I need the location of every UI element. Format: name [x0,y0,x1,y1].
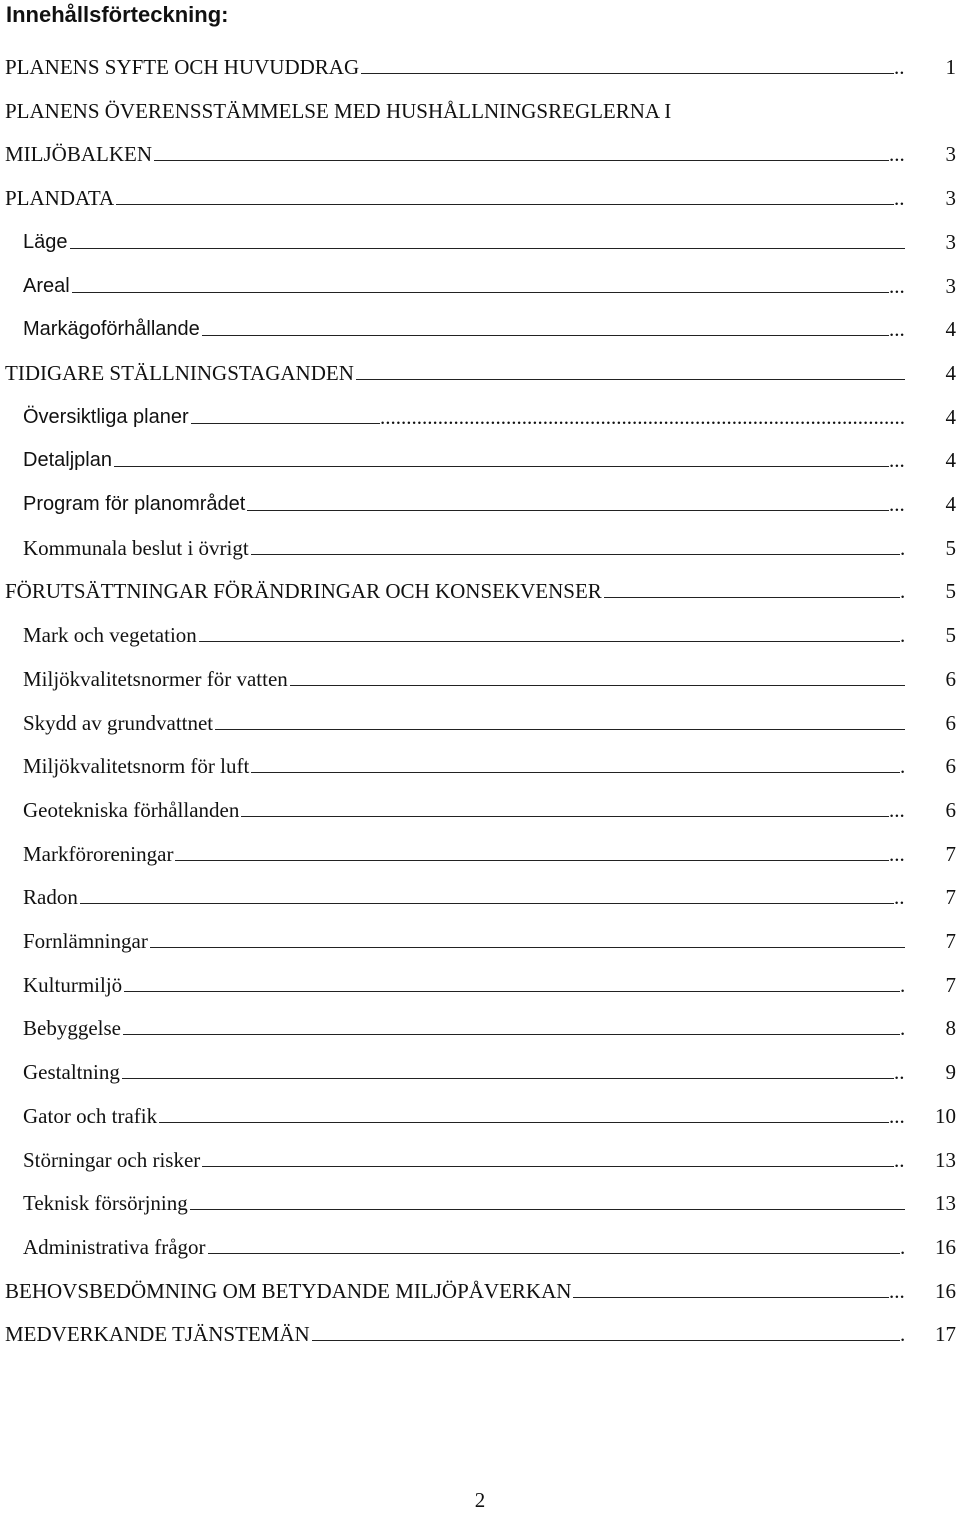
toc-entry-leader: . [900,579,906,604]
toc-leader-line [356,379,905,380]
toc-entry[interactable] [0,926,960,956]
toc-entry-label: Markföroreningar [23,841,174,866]
toc-entry-leader: . [900,754,906,779]
toc-leader-line [70,248,905,249]
toc-entry-leader: ... [889,797,905,822]
toc-entry-label: Gestaltning [23,1060,120,1085]
toc-entry[interactable] [0,227,960,257]
toc-entry-label: Areal [23,274,70,297]
toc-entry-label: PLANENS ÖVERENSSTÄMMELSE MED HUSHÅLLNINGSREGLERNA I [5,98,672,123]
toc-entry-page: 7 [945,972,956,997]
toc-entry[interactable] [0,402,960,432]
toc-entry-page: 3 [945,186,956,211]
toc-leader-line [191,423,380,424]
toc-entry-page: 4 [945,360,956,385]
toc-entry-label: Översiktliga planer [23,405,189,428]
toc-entry-label: Mark och vegetation [23,623,197,648]
toc-entry-leader: . [900,623,906,648]
toc-entry-label: BEHOVSBEDÖMNING OM BETYDANDE MILJÖPÅVERKAN [5,1278,572,1303]
toc-leader-line [251,554,900,555]
toc-entry-leader: .. [894,1147,905,1172]
toc-entry[interactable] [0,1319,960,1349]
toc-entry[interactable] [0,489,960,519]
toc-leader-line [247,510,889,511]
toc-entry-leader: . [900,1234,906,1259]
toc-entry-page: 7 [945,841,956,866]
toc-entry-label: PLANDATA [5,186,115,211]
toc-entry[interactable] [0,970,960,1000]
toc-entry-leader: ... [889,492,905,516]
toc-entry[interactable] [0,271,960,301]
toc-leader-line [154,160,889,161]
toc-entry[interactable] [0,1232,960,1262]
toc-entry-leader: ... [889,448,905,473]
toc-entry-page: 13 [935,1147,956,1172]
toc-entry-label: Kommunala beslut i övrigt [23,535,249,560]
toc-entry-leader: ... [889,841,905,866]
toc-entry-leader: .. [894,1060,905,1085]
toc-entry-page: 4 [945,317,956,342]
toc-leader-line [124,991,900,992]
toc-entry-label: TIDIGARE STÄLLNINGSTAGANDEN [5,360,354,385]
toc-leader-line [361,73,894,74]
toc-entry-label: MEDVERKANDE TJÄNSTEMÄN [5,1322,310,1347]
toc-entry[interactable] [0,1013,960,1043]
toc-leader-line [190,1209,905,1210]
toc-entry-page: 1 [945,55,956,79]
toc-entry[interactable] [0,751,960,781]
toc-entry[interactable] [0,52,960,82]
toc-leader-line [122,1078,894,1079]
toc-entry[interactable] [0,839,960,869]
toc-entry-label: Läge [23,230,68,253]
toc-entry-label: Bebyggelse [23,1016,121,1041]
toc-leader-line [290,685,905,686]
toc-entry-page: 16 [935,1278,956,1303]
toc-entry-label: Miljökvalitetsnorm för luft [23,754,250,779]
toc-entry-page: 4 [945,492,956,516]
toc-entry-leader: ... [889,317,905,342]
toc-entry-leader: . [900,1322,906,1347]
toc-entry-leader: ... [889,273,905,298]
toc-entry-page: 3 [945,229,956,254]
toc-leader-line [573,1297,889,1298]
toc-entry-label: Teknisk försörjning [23,1191,188,1216]
toc-entry-leader: .................................................................................................... [380,404,905,429]
toc-leader-line [241,816,889,817]
toc-entry-label: FÖRUTSÄTTNINGAR FÖRÄNDRINGAR OCH KONSEKVENSER [5,579,602,604]
toc-entry[interactable] [0,882,960,912]
toc-entry[interactable] [0,533,960,563]
toc-entry[interactable] [0,795,960,825]
toc-entry[interactable] [0,1188,960,1218]
toc-entry-label: Skydd av grundvattnet [23,710,214,735]
toc-entry-page: 4 [945,448,956,473]
toc-entry-label: PLANENS SYFTE OCH HUVUDDRAG [5,55,360,79]
toc-entry-page: 16 [935,1234,956,1259]
toc-entry-page: 7 [945,885,956,910]
toc-entry-page: 6 [945,710,956,735]
toc-entry-page: 9 [945,1060,956,1085]
toc-entry-label: Geotekniska förhållanden [23,797,240,822]
toc-entry-leader: ... [889,142,905,167]
toc-entry-leader: . [900,972,906,997]
toc-leader-line [202,1166,894,1167]
toc-entry[interactable] [0,314,960,344]
toc-entry[interactable] [0,445,960,475]
toc-entry[interactable] [0,1057,960,1087]
toc-entry[interactable] [0,576,960,606]
toc-entry-page: 10 [935,1103,956,1128]
page-number: 2 [474,1488,486,1512]
toc-leader-line [199,641,900,642]
toc-entry-leader: ... [889,1278,905,1303]
toc-leader-line [251,772,900,773]
toc-entry-label: Markägoförhållande [23,318,200,341]
toc-entry-label: Program för planområdet [23,493,246,515]
toc-heading: Innehållsförteckning: [6,2,229,27]
toc-leader-line [215,729,905,730]
toc-entry[interactable] [0,664,960,694]
toc-entry[interactable] [0,139,960,169]
toc-entry-page: 5 [945,579,956,604]
toc-entry-page: 7 [945,929,956,953]
toc-entry[interactable] [0,1276,960,1306]
toc-entry[interactable] [0,620,960,650]
toc-entry-page: 3 [945,273,956,298]
toc-entry-page: 5 [945,535,956,560]
toc-entry[interactable] [0,1145,960,1175]
toc-entry-page: 17 [935,1322,956,1347]
toc-leader-line [116,204,894,205]
toc-entry-leader: . [900,535,906,560]
toc-entry-label: Gator och trafik [23,1103,158,1128]
toc-entry-label: Störningar och risker [23,1147,201,1172]
toc-entry-leader: .. [894,885,905,910]
toc-entry-label: Miljökvalitetsnormer för vatten [23,666,288,691]
toc-entry[interactable] [0,183,960,213]
toc-entry-page: 5 [945,623,956,648]
toc-entry-leader: ... [889,1103,905,1128]
toc-entry-label: Detaljplan [23,449,112,472]
toc-leader-line [202,335,889,336]
toc-entry-label: Kulturmiljö [23,972,123,997]
toc-entry-leader: .. [894,186,905,211]
toc-leader-line [208,1253,900,1254]
toc-entry-leader: .. [894,55,905,79]
toc-entry-label: Administrativa frågor [23,1234,206,1259]
toc-entry[interactable] [0,358,960,388]
toc-entry-page: 6 [945,797,956,822]
toc-leader-line [604,597,900,598]
toc-leader-line [175,860,889,861]
toc-leader-line [159,1122,889,1123]
toc-entry-page: 4 [945,404,956,429]
toc-entry[interactable] [0,708,960,738]
toc-entry-label: Radon [23,885,78,910]
toc-leader-line [114,466,889,467]
toc-entry-leader: . [900,1016,906,1041]
toc-entry-page: 3 [945,142,956,167]
toc-leader-line [123,1034,900,1035]
toc-leader-line [80,903,894,904]
toc-entry-page: 13 [935,1191,956,1216]
toc-entry-label: Fornlämningar [23,929,148,953]
toc-leader-line [150,947,905,948]
toc-entry[interactable] [0,96,960,126]
toc-entry-page: 6 [945,754,956,779]
toc-leader-line [72,292,889,293]
toc-leader-line [312,1340,900,1341]
toc-entry-page: 6 [945,666,956,691]
toc-entry[interactable] [0,1101,960,1131]
toc-entry-label: MILJÖBALKEN [5,142,152,167]
toc-entry-page: 8 [945,1016,956,1041]
